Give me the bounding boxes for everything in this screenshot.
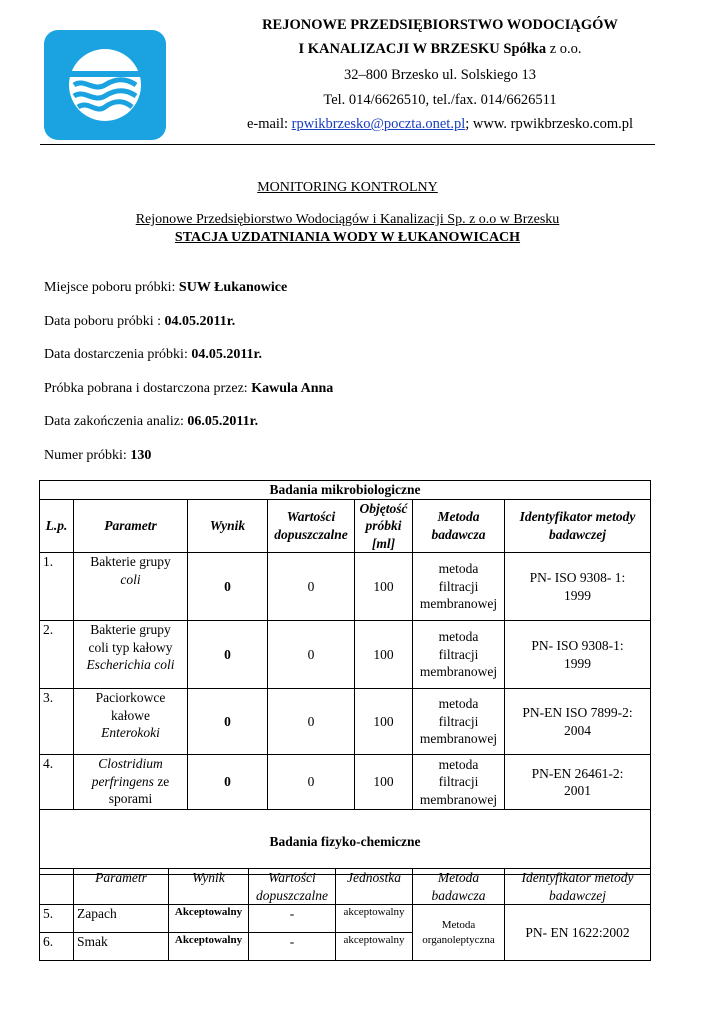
col-allowed: Wartości dopuszczalne	[249, 869, 336, 905]
row-lp: 3.	[40, 689, 74, 755]
row-allowed: 0	[268, 553, 355, 621]
info-collected-by: Próbka pobrana i dostarczona przez: Kawula Anna	[44, 381, 334, 396]
row-result: 0	[188, 553, 268, 621]
row-method-id: PN-EN ISO 7899-2: 2004	[505, 689, 651, 755]
table-row	[40, 755, 651, 810]
row-result: 0	[188, 689, 268, 755]
col-method-id: Identyfikator metody badawczej	[505, 499, 651, 553]
col-param: Parametr	[74, 869, 169, 905]
row-lp: 1.	[40, 553, 74, 621]
col-param: Parametr	[74, 499, 188, 553]
row-param: Zapach	[74, 905, 169, 933]
company-phone: Tel. 014/6626510, tel./fax. 014/6626511	[323, 92, 557, 108]
row-result: Akceptowalny	[169, 933, 249, 961]
physchem-title: Badania fizyko-chemiczne	[40, 810, 651, 875]
row-allowed: 0	[268, 689, 355, 755]
row-method: metoda filtracji membranowej	[413, 689, 505, 755]
col-allowed: Wartości dopuszczalne	[268, 499, 355, 553]
row-allowed: 0	[268, 755, 355, 810]
row-volume: 100	[355, 553, 413, 621]
row-result: 0	[188, 621, 268, 689]
table-row	[40, 689, 651, 755]
row-param: Bakterie grupy coli typ kałowy Escherichia coli	[74, 621, 188, 689]
info-sampling-date: Data poboru próbki : 04.05.2011r.	[44, 314, 236, 329]
info-analysis-end-date: Data zakończenia analiz: 06.05.2011r.	[44, 414, 259, 429]
microbiology-header-row	[40, 499, 651, 553]
row-allowed: -	[249, 933, 336, 961]
col-result: Wynik	[169, 869, 249, 905]
row-param: Clostridium perfringens ze sporami	[74, 755, 188, 810]
row-method-id: PN- ISO 9308-1: 1999	[505, 621, 651, 689]
col-method: Metoda badawcza	[413, 869, 505, 905]
row-lp: 5.	[40, 905, 74, 933]
row-method-id: PN- ISO 9308- 1: 1999	[505, 553, 651, 621]
row-lp: 6.	[40, 933, 74, 961]
row-result: 0	[188, 755, 268, 810]
row-param: Bakterie grupy coli	[74, 553, 188, 621]
row-lp: 4.	[40, 755, 74, 810]
email-link[interactable]: rpwikbrzesko@poczta.onet.pl	[291, 116, 466, 132]
microbiology-table	[39, 480, 651, 875]
info-sample-number: Numer próbki: 130	[44, 448, 152, 463]
row-unit: akceptowalny	[336, 905, 413, 933]
station-name: STACJA UZDATNIANIA WODY W ŁUKANOWICACH	[174, 230, 521, 245]
company-address: 32–800 Brzesko ul. Solskiego 13	[343, 67, 537, 83]
row-lp: 2.	[40, 621, 74, 689]
row-allowed: 0	[268, 621, 355, 689]
company-logo	[44, 30, 166, 140]
microbiology-title: Badania mikrobiologiczne	[40, 481, 651, 500]
col-method: Metoda badawcza	[413, 499, 505, 553]
col-result: Wynik	[188, 499, 268, 553]
row-method: metoda filtracji membranowej	[413, 621, 505, 689]
row-volume: 100	[355, 621, 413, 689]
col-volume: Objętość próbki [ml]	[355, 499, 413, 553]
document-title: MONITORING KONTROLNY	[257, 180, 438, 195]
col-method-id: Identyfikator metody badawczej	[505, 869, 651, 905]
row-result: Akceptowalny	[169, 905, 249, 933]
physchem-method: Metoda organoleptyczna	[413, 905, 505, 961]
row-method: metoda filtracji membranowej	[413, 755, 505, 810]
organization-name: Rejonowe Przedsiębiorstwo Wodociągów i Kanalizacji Sp. z o.o w Brzesku	[135, 212, 560, 227]
company-name-line2: I KANALIZACJI W BRZESKU Spółka z o.o.	[298, 41, 582, 57]
physchem-header-row	[40, 869, 651, 905]
company-contact: e-mail: rpwikbrzesko@poczta.onet.pl; www. rpwikbrzesko.com.pl	[246, 116, 634, 132]
col-lp: L.p.	[40, 499, 74, 553]
physchem-method-id: PN- EN 1622:2002	[505, 905, 651, 961]
row-allowed: -	[249, 905, 336, 933]
table-row	[40, 621, 651, 689]
row-param: Paciorkowce kałowe Enterokoki	[74, 689, 188, 755]
info-sampling-place: Miejsce poboru próbki: SUW Łukanowice	[44, 280, 288, 295]
table-row	[40, 905, 651, 933]
row-volume: 100	[355, 755, 413, 810]
row-method-id: PN-EN 26461-2: 2001	[505, 755, 651, 810]
col-unit: Jednostka	[336, 869, 413, 905]
header-divider	[40, 144, 655, 145]
info-delivery-date: Data dostarczenia próbki: 04.05.2011r.	[44, 347, 262, 362]
table-row	[40, 553, 651, 621]
company-name-line1: REJONOWE PRZEDSIĘBIORSTWO WODOCIĄGÓW	[262, 17, 618, 33]
row-param: Smak	[74, 933, 169, 961]
row-volume: 100	[355, 689, 413, 755]
physchem-table	[39, 868, 651, 961]
row-unit: akceptowalny	[336, 933, 413, 961]
row-method: metoda filtracji membranowej	[413, 553, 505, 621]
